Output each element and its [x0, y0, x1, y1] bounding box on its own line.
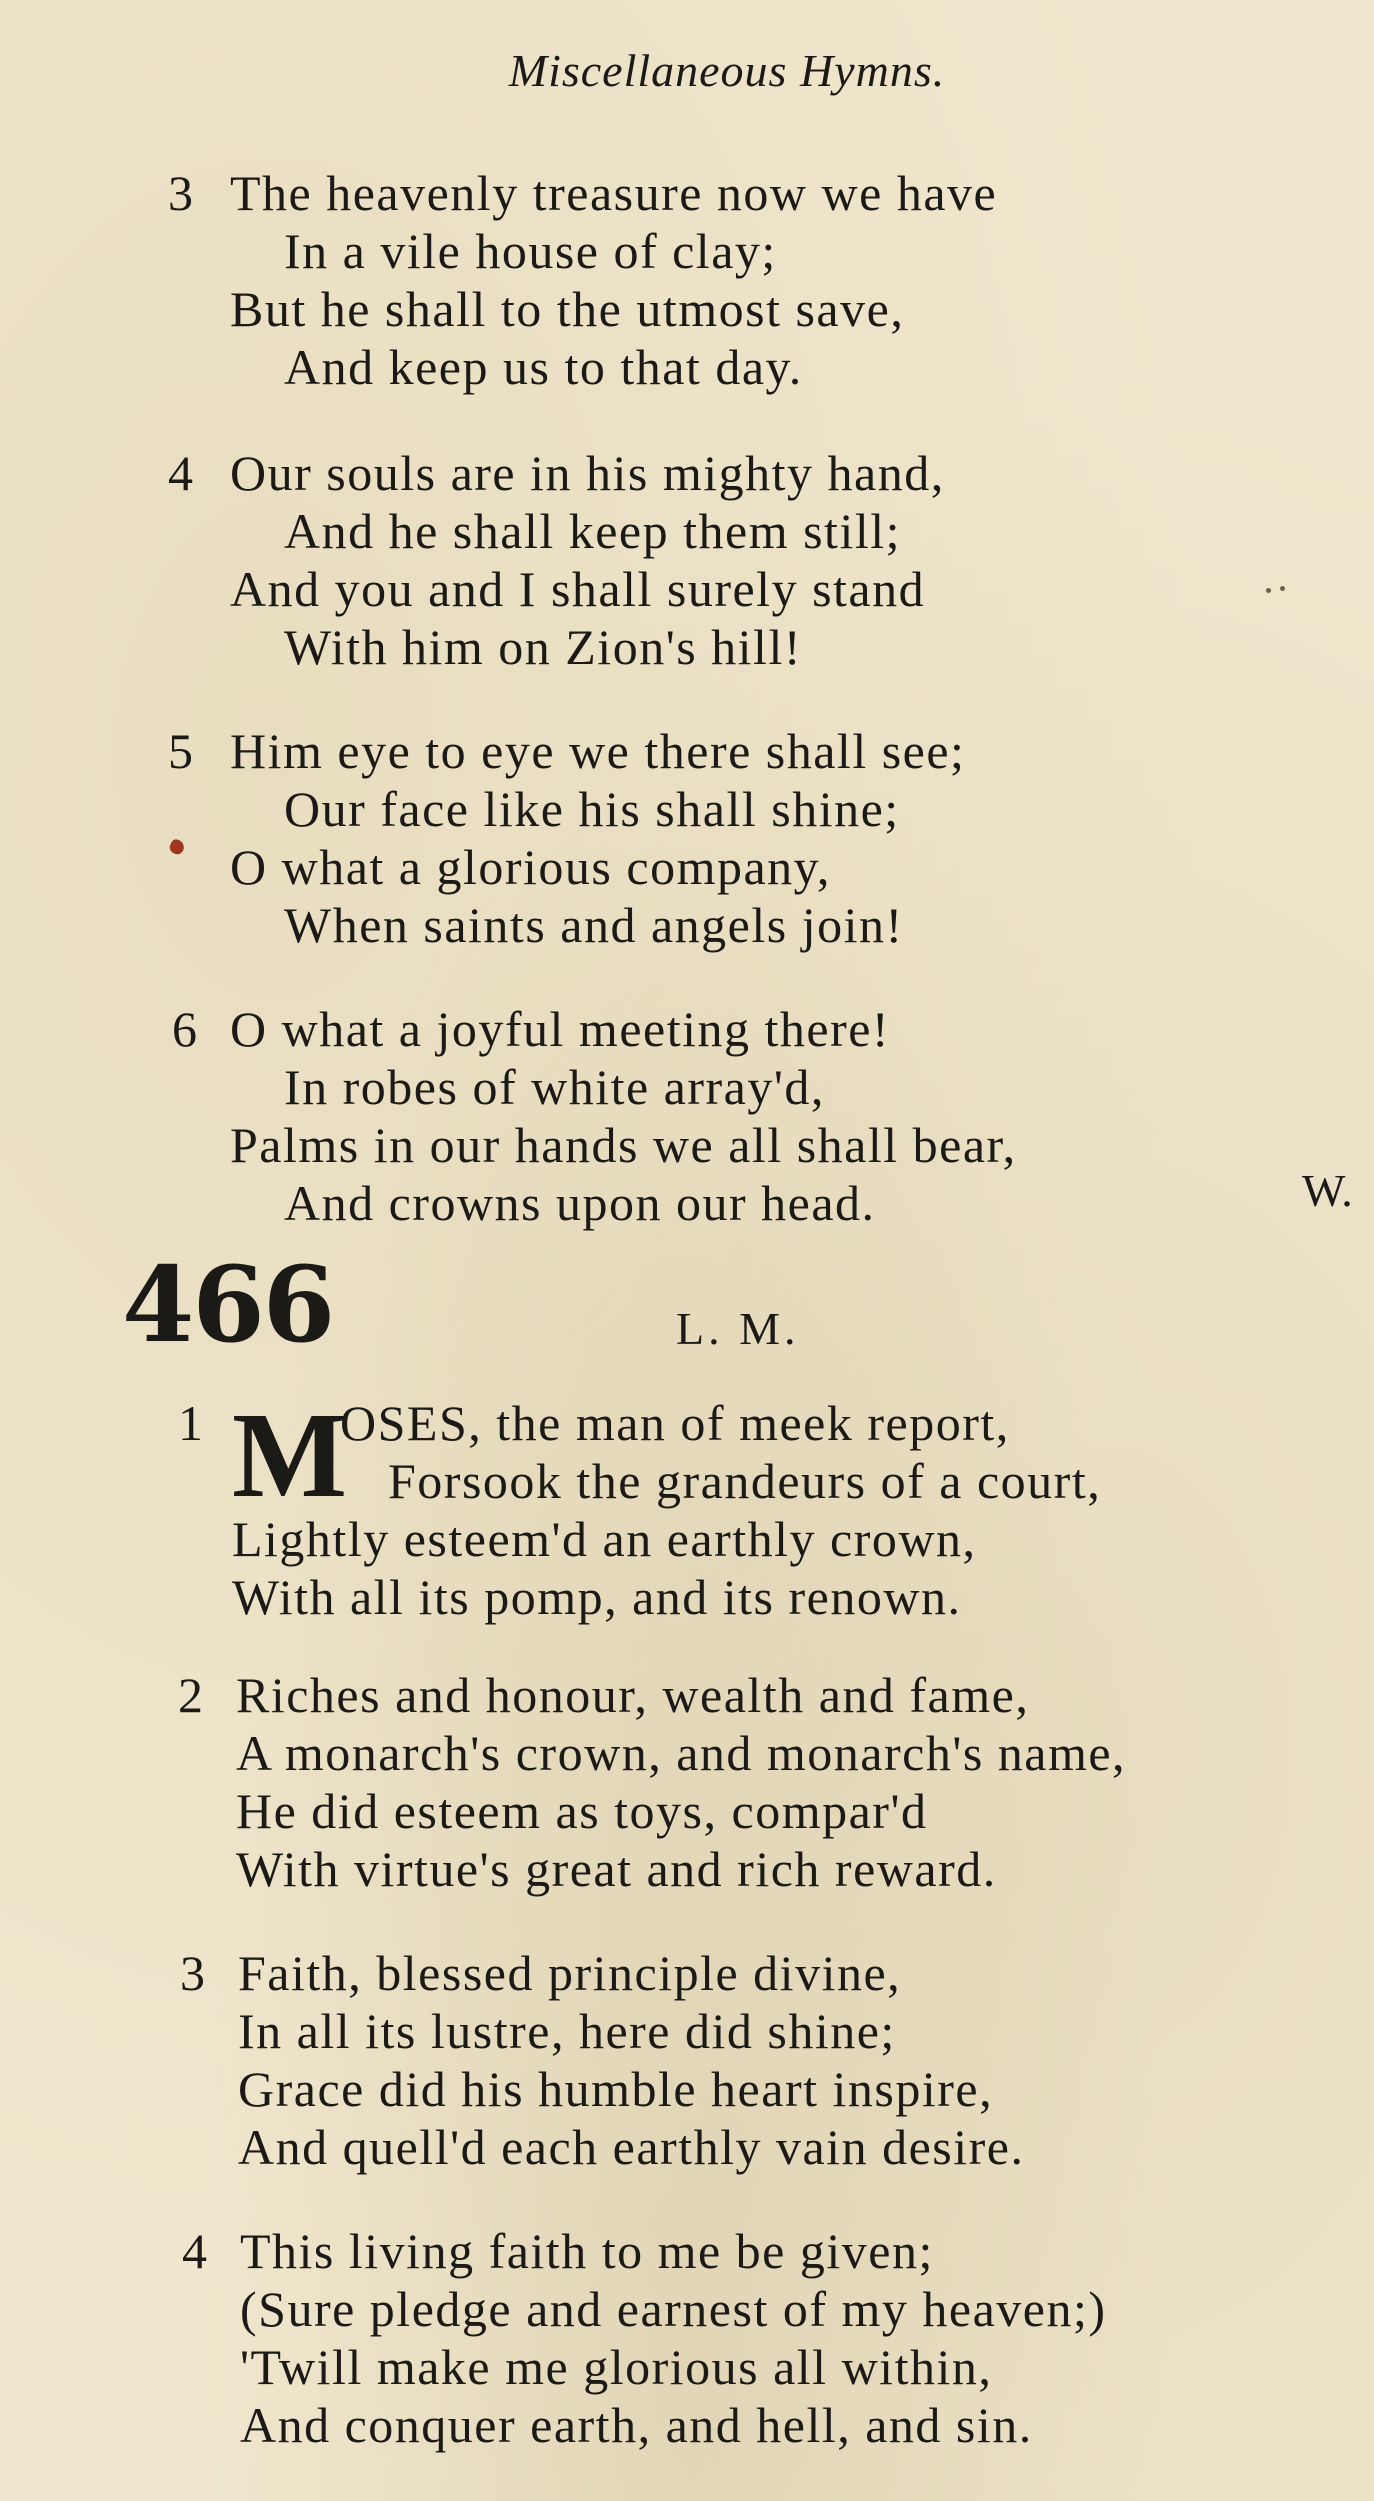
verse-line: Palms in our hands we all shall bear,	[230, 1117, 1017, 1173]
verse-line: And he shall keep them still;	[284, 503, 902, 559]
verse-line: In robes of white array'd,	[284, 1059, 825, 1115]
verse-line: And conquer earth, and hell, and sin.	[240, 2397, 1033, 2453]
verse-line: Faith, blessed principle divine,	[238, 1945, 902, 2001]
stanza-number: 1	[178, 1395, 203, 1451]
verse-line: O what a joyful meeting there!	[230, 1001, 891, 1057]
verse-line: In all its lustre, here did shine;	[238, 2003, 896, 2059]
verse-line: And quell'd each earthly vain desire.	[238, 2119, 1025, 2175]
verse-line: Forsook the grandeurs of a court,	[388, 1453, 1102, 1509]
verse-line: Our face like his shall shine;	[284, 781, 900, 837]
verse-line: The heavenly treasure now we have	[230, 165, 998, 221]
hymn-meter: L. M.	[676, 1303, 800, 1354]
verse-line: Lightly esteem'd an earthly crown,	[232, 1511, 977, 1567]
verse-line: Grace did his humble heart inspire,	[238, 2061, 994, 2117]
verse-line: 'Twill make me glorious all within,	[240, 2339, 993, 2395]
verse-line: And you and I shall surely stand	[230, 561, 926, 617]
stanza-number: 3	[168, 165, 193, 221]
drop-cap: M	[232, 1388, 348, 1523]
verse-line: Riches and honour, wealth and fame,	[236, 1667, 1030, 1723]
verse-line: In a vile house of clay;	[284, 223, 777, 279]
verse-line: But he shall to the utmost save,	[230, 281, 905, 337]
verse-line: And crowns upon our head.	[284, 1175, 876, 1231]
paper-speck	[1266, 588, 1271, 593]
ink-blot	[168, 838, 187, 857]
author-initial: W.	[1302, 1165, 1353, 1216]
verse-line: (Sure pledge and earnest of my heaven;)	[240, 2281, 1107, 2337]
verse-line: With all its pomp, and its renown.	[232, 1569, 962, 1625]
verse-line: He did esteem as toys, compar'd	[236, 1783, 928, 1839]
verse-line: With virtue's great and rich reward.	[236, 1841, 997, 1897]
verse-line: And keep us to that day.	[284, 339, 803, 395]
running-head: Miscellaneous Hymns.	[508, 45, 946, 96]
verse-line: When saints and angels join!	[284, 897, 904, 953]
verse-line: With him on Zion's hill!	[284, 619, 802, 675]
verse-line: Our souls are in his mighty hand,	[230, 445, 945, 501]
hymn-number: 466	[122, 1243, 334, 1366]
verse-line: OSES, the man of meek report,	[340, 1395, 1010, 1451]
verse-line: This living faith to me be given;	[240, 2223, 934, 2279]
stanza-number: 4	[168, 445, 193, 501]
stanza-number: 5	[168, 723, 193, 779]
verse-line: O what a glorious company,	[230, 839, 831, 895]
stanza-number: 3	[180, 1945, 205, 2001]
verse-line: A monarch's crown, and monarch's name,	[236, 1725, 1127, 1781]
stanza-number: 6	[172, 1001, 197, 1057]
verse-line: Him eye to eye we there shall see;	[230, 723, 966, 779]
stanza-number: 4	[182, 2223, 207, 2279]
paper-speck	[1280, 586, 1285, 591]
stanza-number: 2	[178, 1667, 203, 1723]
